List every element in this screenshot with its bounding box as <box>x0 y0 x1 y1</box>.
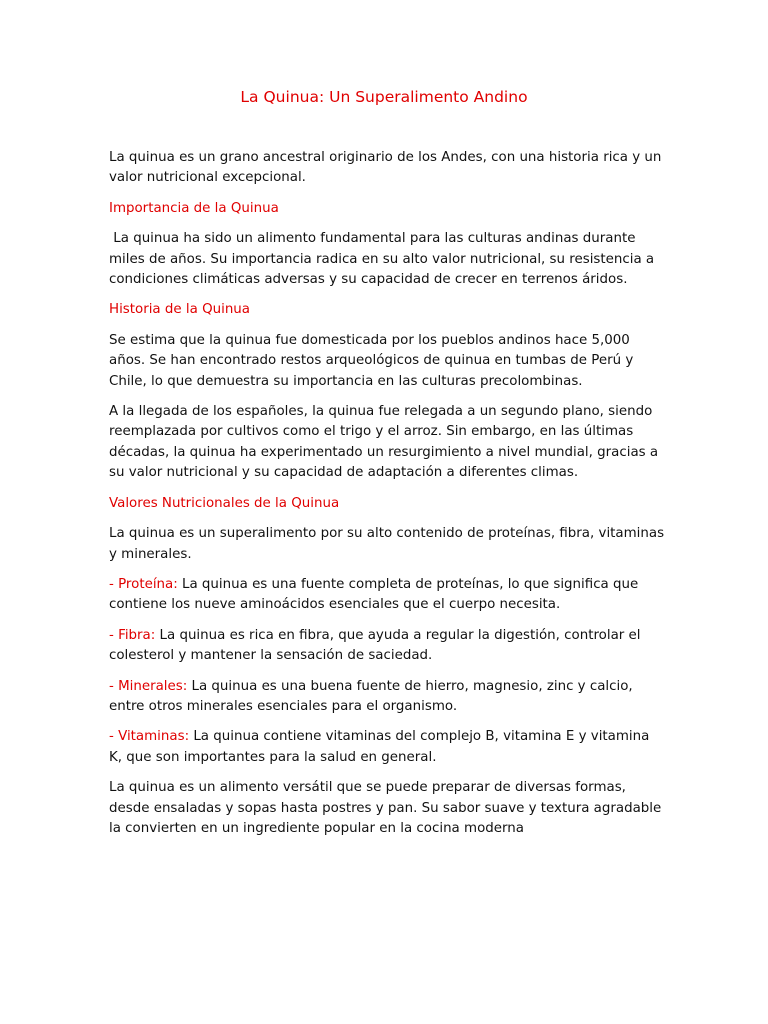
section-heading-historia: Historia de la Quinua <box>109 302 251 318</box>
nutrient-text-proteina: La quinua es una fuente completa de proteínas, lo que significa que contiene los nueve aminoácidos esenciales que el cuerpo necesita. <box>109 576 643 613</box>
section-heading-valores: Valores Nutricionales de la Quinua <box>109 495 340 511</box>
intro-paragraph: La quinua es un grano ancestral originario de los Andes, con una historia rica y un valor nutricional excepcional. <box>109 150 662 186</box>
section-heading-importancia: Importancia de la Quinua <box>109 200 279 216</box>
nutrient-label-vitaminas: - Vitaminas: <box>109 729 190 745</box>
document-body <box>109 148 665 849</box>
nutrient-item-vitaminas <box>109 727 665 768</box>
nutrient-text-fibra: La quinua es rica en fibra, que ayuda a regular la digestión, controlar el colesterol y mantener la sensación de saciedad. <box>109 627 645 664</box>
historia-paragraph-1: Se estima que la quinua fue domesticada por los pueblos andinos hace 5,000 años. Se han encontrado restos arqueológicos de quinua en tumbas de Perú y Chile, lo que demuestra su importancia en las culturas precolombinas. <box>109 332 634 389</box>
valores-intro-paragraph: La quinua es un superalimento por su alto contenido de proteínas, fibra, vitaminas y minerales. <box>109 526 665 562</box>
nutrient-item-minerales <box>109 677 665 718</box>
nutrient-item-fibra <box>109 626 665 667</box>
historia-paragraph-2: A la llegada de los españoles, la quinua fue relegada a un segundo plano, siendo reemplazada por cultivos como el trigo y el arroz. Sin embargo, en las últimas décadas, la quinua ha experimentado un resurgimiento a nivel mundial, gracias a su valor nutricional y su capacidad de adaptación a diferentes climas. <box>109 404 659 481</box>
nutrient-label-proteina: - Proteína: <box>109 576 178 592</box>
nutrient-label-fibra: - Fibra: <box>109 627 156 643</box>
nutrient-text-vitaminas: La quinua contiene vitaminas del complejo B, vitamina E y vitamina K, que son importantes para la salud en general. <box>109 729 654 765</box>
nutrient-label-minerales: - Minerales: <box>109 678 188 694</box>
nutrient-item-proteina <box>109 575 665 616</box>
nutrient-text-minerales: La quinua es una buena fuente de hierro, magnesio, zinc y calcio, entre otros minerales esenciales para el organismo. <box>109 678 637 714</box>
importancia-paragraph: La quinua ha sido un alimento fundamental para las culturas andinas durante miles de años. Su importancia radica en su alto valor nutricional, su resistencia a condiciones climáticas adversas y su capacidad de crecer en terrenos áridos. <box>109 231 659 288</box>
document-title: La Quinua: Un Superalimento Andino <box>240 88 528 106</box>
closing-paragraph: La quinua es un alimento versátil que se puede preparar de diversas formas, desde ensaladas y sopas hasta postres y pan. Su sabor suave y textura agradable la convierten en un ingrediente popular en la cocina moderna <box>109 780 662 836</box>
